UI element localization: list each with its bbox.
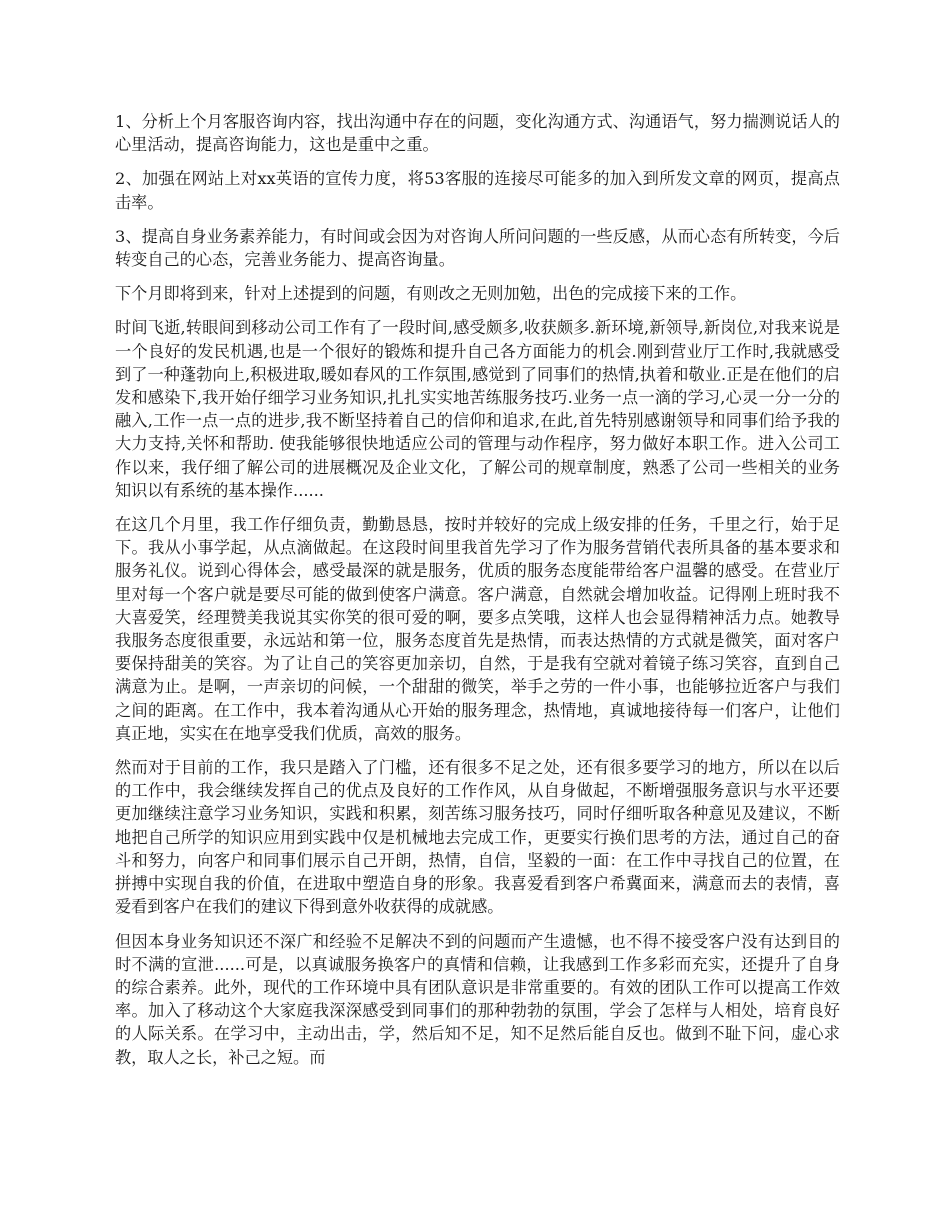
paragraph-4: 下个月即将到来，针对上述提到的问题，有则改之无则加勉，出色的完成接下来的工作。 [115, 284, 747, 304]
paragraph-2: 2、加强在网站上对xx英语的宣传力度，将53客服的连接尽可能多的加入到所发文章的网页，提高点击率。 [115, 169, 840, 212]
document-body [115, 110, 840, 1080]
paragraph-3: 3、提高自身业务素养能力，有时间或会因为对咨询人所问问题的一些反感，从而心态有所转变，今后转变自己的心态，完善业务能力、提高咨询量。 [115, 226, 840, 270]
paragraph-8: 但因本身业务知识还不深广和经验不足解决不到的问题而产生遗憾，也不得不接受客户没有达到目的时不满的宣泄......可是，以真诚服务换客户的真情和信赖，让我感到工作多彩而充实，还提升了自身的综合素养。此外，现代的工作环境中具有团队意识是非常重要的。有效的团队工作可以提高工作效率。加入了移动这个大家庭我深深感受到同事们的那种勃勃的氛围，学会了怎样与人相处，培育良好的人际关系。在学习中，主动出击，学，然后知不足，知不足然后能自反也。做到不耻下问，虚心求教，取人之长，补己之短。而 [115, 931, 840, 1067]
paragraph-6: 在这几个月里，我工作仔细负责，勤勤恳恳，按时并较好的完成上级安排的任务，千里之行，始于足下。我从小事学起，从点滴做起。在这段时间里我首先学习了作为服务营销代表所具备的基本要求和服务礼仪。说到心得体会，感受最深的就是服务，优质的服务态度能带给客户温馨的感受。在营业厅里对每一个客户就是要尽可能的做到使客户满意。客户满意，自然就会增加收益。记得刚上班时我不大喜爱笑，经理赞美我说其实你笑的很可爱的啊，要多点笑哦，这样人也会显得精神活力点。她教导我服务态度很重要，永远站和第一位，服务态度首先是热情，而表达热情的方式就是微笑，面对客户要保持甜美的笑容。为了让自己的笑容更加亲切，自然，于是我有空就对着镜子练习笑容，直到自己满意为止。是啊，一声亲切的问候，一个甜甜的微笑，举手之劳的一件小事，也能够拉近客户与我们之间的距离。在工作中，我本着沟通从心开始的服务理念，热情地，真诚地接待每一们客户，让他们真正地，实实在在地享受我们优质，高效的服务。 [115, 515, 840, 743]
paragraph-5: 时间飞逝,转眼间到移动公司工作有了一段时间,感受颇多,收获颇多.新环境,新领导,新岗位,对我来说是一个良好的发民机遇,也是一个很好的锻炼和提升自己各方面能力的机会.刚到营业厅工作时,我就感受到了一种蓬勃向上,积极进取,暖如春风的工作氛围,感觉到了同事们的热情,执着和敬业.正是在他们的启发和感染下,我开始仔细学习业务知识,扎扎实实地苦练服务技巧.业务一点一滴的学习,心灵一分一分的融入,工作一点一点的进步,我不断坚持着自己的信仰和追求,在此,首先特别感谢领导和同事们给予我的大力支持,关怀和帮助. 使我能够很快地适应公司的管理与动作程序，努力做好本职工作。进入公司工作以来，我仔细了解公司的进展概况及企业文化，了解公司的规章制度，熟悉了公司一些相关的业务知识以有系统的基本操作...... [115, 318, 840, 500]
paragraph-7: 然而对于目前的工作，我只是踏入了门槛，还有很多不足之处，还有很多要学习的地方，所以在以后的工作中，我会继续发挥自己的优点及良好的工作作风，从自身做起，不断增强服务意识与水平还要更加继续注意学习业务知识，实践和积累，刻苦练习服务技巧，同时仔细听取各种意见及建议，不断地把自己所学的知识应用到实践中仅是机械地去完成工作，更要实行换们思考的方法，通过自己的奋斗和努力，向客户和同事们展示自己开朗，热情，自信，坚毅的一面：在工作中寻找自己的位置，在拼搏中实现自我的价值，在进取中塑造自身的形象。我喜爱看到客户希冀面来，满意而去的表情，喜爱看到客户在我们的建议下得到意外收获得的成就感。 [115, 758, 840, 917]
paragraph-1: 1、分析上个月客服咨询内容，找出沟通中存在的问题，变化沟通方式、沟通语气，努力揣测说话人的心里活动，提高咨询能力，这也是重中之重。 [115, 112, 840, 155]
